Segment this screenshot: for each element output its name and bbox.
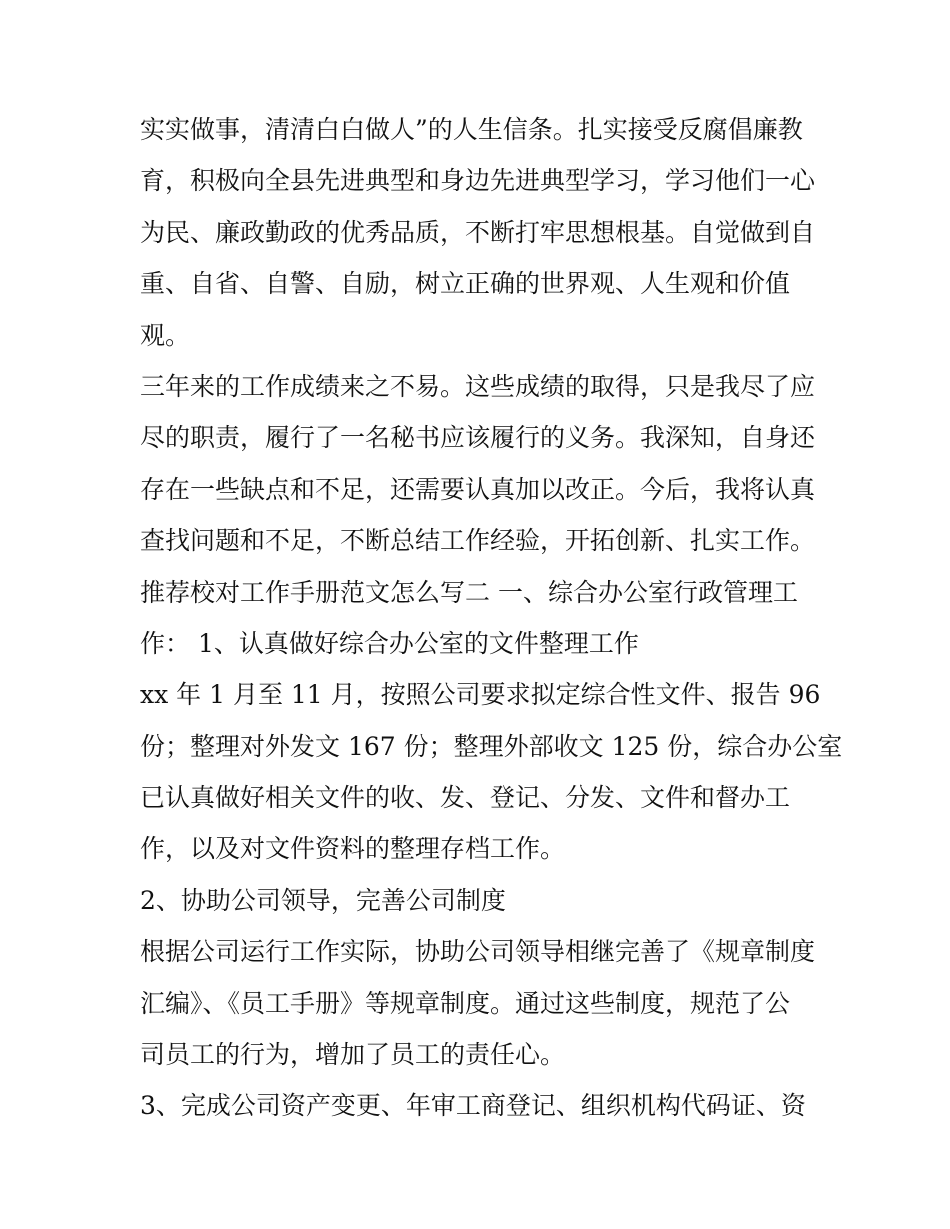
text-line: 查找问题和不足，不断总结工作经验，开拓创新、扎实工作。 xyxy=(140,526,816,556)
text-line: 汇编》、《员工手册》等规章制度。通过这些制度，规范了公 xyxy=(140,988,791,1018)
text-line: 三年来的工作成绩来之不易。这些成绩的取得，只是我尽了应 xyxy=(140,371,816,401)
text-line: 尽的职责，履行了一名秘书应该履行的义务。我深知，自身还 xyxy=(140,423,816,453)
document-body xyxy=(140,104,843,1132)
text-line: 作： 1、认真做好综合办公室的文件整理工作 xyxy=(140,628,639,658)
text-line: xx 年 1 月至 11 月，按照公司要求拟定综合性文件、报告 96 xyxy=(140,680,821,710)
text-line: 为民、廉政勤政的优秀品质，不断打牢思想根基。自觉做到自 xyxy=(140,217,816,247)
text-line: 司员工的行为，增加了员工的责任心。 xyxy=(140,1040,566,1070)
text-line: 重、自省、自警、自励，树立正确的世界观、人生观和价值 xyxy=(140,269,791,299)
text-line: 3、完成公司资产变更、年审工商登记、组织机构代码证、资 xyxy=(140,1091,806,1121)
text-line: 2、协助公司领导，完善公司制度 xyxy=(140,885,506,915)
text-line: 根据公司运行工作实际，协助公司领导相继完善了《规章制度 xyxy=(140,937,816,967)
text-line: 存在一些缺点和不足，还需要认真加以改正。今后，我将认真 xyxy=(140,474,816,504)
text-line: 实实做事，清清白白做人”的人生信条。扎实接受反腐倡廉教 xyxy=(140,115,803,144)
text-line: 观。 xyxy=(140,320,191,350)
text-line: 推荐校对工作手册范文怎么写二 一、综合办公室行政管理工 xyxy=(140,577,798,607)
text-line: 份；整理对外发文 167 份；整理外部收文 125 份，综合办公室 xyxy=(140,731,843,761)
text-line: 育，积极向全县先进典型和身边先进典型学习，学习他们一心 xyxy=(140,166,816,196)
text-line: 作，以及对文件资料的整理存档工作。 xyxy=(140,834,566,864)
text-line: 已认真做好相关文件的收、发、登记、分发、文件和督办工 xyxy=(140,783,791,813)
